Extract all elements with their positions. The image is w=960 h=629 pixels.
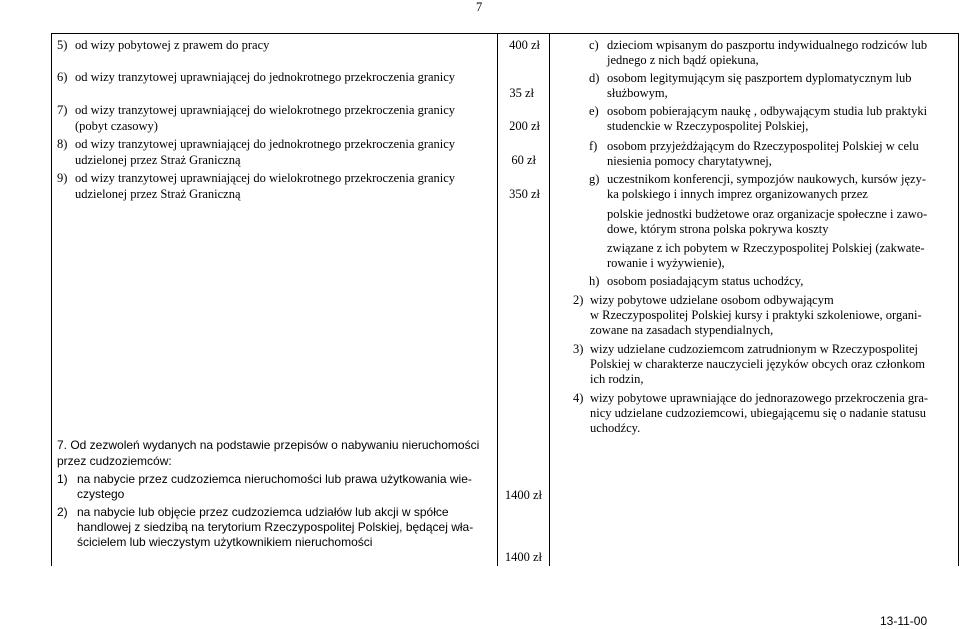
item-text: wizy pobytowe uprawniające do jednorazowego przekroczenia gra-	[590, 391, 929, 405]
item-text: osobom przyjeżdżającym do Rzeczypospolitej Polskiej w celu	[607, 139, 919, 153]
item-text: (pobyt czasowy)	[75, 119, 158, 133]
item-text: związane z ich pobytem w Rzeczypospolitej Polskiej (zakwate-	[607, 241, 925, 255]
item-number: 2)	[57, 505, 68, 519]
fee-amount: 350 zł	[509, 187, 540, 201]
item-text: zowane na zasadach stypendialnych,	[590, 323, 774, 337]
section-heading: przez cudzoziemców:	[57, 454, 172, 468]
item-text: ich rodzin,	[590, 372, 644, 386]
item-text: dowe, którym strona polska pokrywa koszty	[607, 222, 829, 236]
item-text: służbowym,	[607, 86, 668, 100]
fee-amount: 400 zł	[509, 38, 540, 52]
table-top-border	[51, 33, 959, 34]
item-text: osobom pobierającym naukę , odbywającym studia lub praktyki	[607, 104, 928, 118]
item-number: 2)	[573, 293, 584, 307]
item-number: 8)	[57, 137, 68, 151]
footer-date-code: 13-11-00	[880, 614, 928, 628]
item-number: 5)	[57, 38, 68, 52]
item-letter: c)	[589, 38, 599, 52]
item-text: osobom posiadającym status uchodźcy,	[607, 274, 804, 288]
item-text: wizy udzielane cudzoziemcom zatrudnionym w Rzeczypospolitej	[590, 342, 919, 356]
right-border	[958, 33, 959, 566]
item-text: od wizy pobytowej z prawem do pracy	[75, 38, 270, 52]
item-number: 4)	[573, 391, 584, 405]
amount-column-divider	[549, 33, 550, 566]
item-number: 3)	[573, 342, 584, 356]
item-text: nicy udzielane cudzoziemcowi, ubiegającemu się o nadanie statusu	[590, 406, 926, 420]
item-letter: e)	[589, 104, 599, 118]
item-text: uchodźcy.	[590, 421, 641, 435]
item-letter: h)	[589, 274, 600, 288]
item-letter: f)	[589, 139, 598, 153]
page-number: 7	[476, 0, 483, 14]
fee-amount: 35 zł	[509, 86, 534, 100]
item-text: Polskiej w charakterze nauczycieli języków obcych oraz członkom	[590, 357, 925, 371]
item-number: 1)	[57, 472, 68, 486]
fee-amount: 1400 zł	[504, 550, 542, 564]
item-letter: d)	[589, 71, 600, 85]
item-text: wizy pobytowe udzielane osobom odbywającym	[590, 293, 834, 307]
item-number: 6)	[57, 70, 68, 84]
item-text: udzielonej przez Straż Graniczną	[75, 153, 241, 167]
item-text: studenckie w Rzeczypospolitej Polskiej,	[607, 119, 809, 133]
fee-amount: 60 zł	[511, 153, 536, 167]
left-border	[51, 33, 52, 566]
item-text: czystego	[77, 487, 125, 501]
fee-column-divider	[497, 33, 498, 566]
item-text: na nabycie przez cudzoziemca nieruchomości lub prawa użytkowania wie-	[77, 472, 472, 486]
item-text: uczestnikom konferencji, sympozjów naukowych, kursów języ-	[607, 172, 927, 186]
fee-amount: 200 zł	[509, 119, 540, 133]
item-text: ka polskiego i innych imprez organizowanych przez	[607, 187, 868, 201]
item-text: ścicielem lub wieczystym użytkownikiem nieruchomości	[77, 535, 373, 549]
item-text: na nabycie lub objęcie przez cudzoziemca udziałów lub akcji w spółce	[77, 505, 449, 519]
item-text: jednego z nich bądź opiekuna,	[607, 53, 759, 67]
item-text: rowanie i wyżywienie),	[607, 256, 725, 270]
item-text: polskie jednostki budżetowe oraz organizacje społeczne i zawo-	[607, 207, 928, 221]
item-text: dzieciom wpisanym do paszportu indywidualnego rodziców lub	[607, 38, 928, 52]
item-text: niesienia pomocy charytatywnej,	[607, 154, 772, 168]
item-text: udzielonej przez Straż Graniczną	[75, 187, 241, 201]
item-text: od wizy tranzytowej uprawniającej do wielokrotnego przekroczenia granicy	[75, 171, 456, 185]
item-text: od wizy tranzytowej uprawniającej do wielokrotnego przekroczenia granicy	[75, 103, 456, 117]
section-heading: 7. Od zezwoleń wydanych na podstawie przepisów o nabywaniu nieruchomości	[57, 438, 480, 452]
item-text: handlowej z siedzibą na terytorium Rzeczypospolitej Polskiej, będącej wła-	[77, 520, 474, 534]
item-number: 9)	[57, 171, 68, 185]
fee-amount: 1400 zł	[504, 488, 542, 502]
item-number: 7)	[57, 103, 68, 117]
item-letter: g)	[589, 172, 600, 186]
item-text: od wizy tranzytowej uprawniającej do jednokrotnego przekroczenia granicy	[75, 70, 456, 84]
item-text: w Rzeczypospolitej Polskiej kursy i praktyki szkoleniowe, organi-	[590, 308, 922, 322]
item-text: od wizy tranzytowej uprawniającej do jednokrotnego przekroczenia granicy	[75, 137, 456, 151]
item-text: osobom legitymującym się paszportem dyplomatycznym lub	[607, 71, 912, 85]
